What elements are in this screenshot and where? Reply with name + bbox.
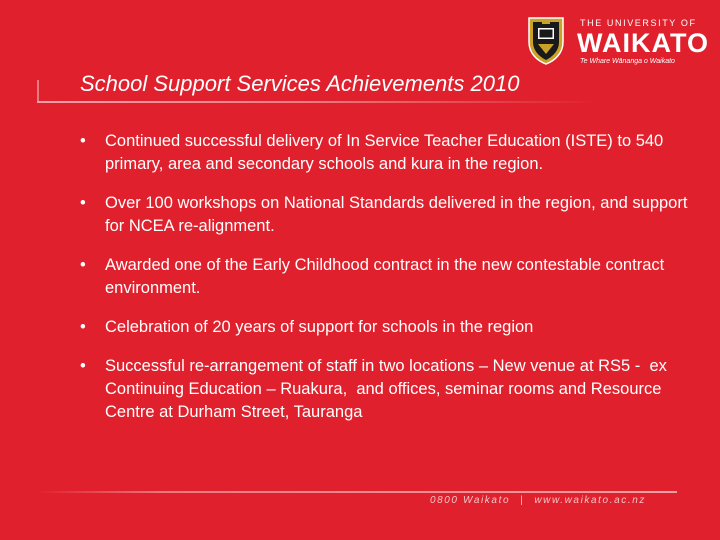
bullet-text: Celebration of 20 years of support for schools in the region	[105, 318, 534, 336]
bullet-text: Successful re-arrangement of staff in two locations – New venue at RS5 - ex Continuing Education – Ruakura, and offices, seminar rooms and Resource Centre at Durham Street, Tauranga	[105, 357, 672, 421]
list-item	[80, 130, 690, 176]
university-crest-icon	[526, 14, 566, 66]
footer-rule	[37, 491, 677, 493]
list-item	[80, 254, 690, 300]
slide-title: School Support Services Achievements 2010	[80, 71, 520, 96]
bullet-marker: •	[80, 357, 86, 375]
bullet-marker: •	[80, 318, 86, 336]
achievement-list	[80, 130, 693, 440]
title-rule-vertical	[37, 80, 39, 102]
footer-website-link[interactable]: www.waikato.ac.nz	[534, 495, 646, 506]
bullet-marker: •	[80, 194, 86, 212]
bullet-text: Over 100 workshops on National Standards delivered in the region, and support for NCEA re-alignment.	[105, 194, 693, 235]
footer	[430, 495, 646, 506]
title-rule	[37, 101, 597, 103]
logo-tagline: Te Whare Wānanga o Waikato	[580, 58, 675, 65]
logo-university-of: THE UNIVERSITY OF	[580, 18, 697, 28]
bullet-text: Awarded one of the Early Childhood contract in the new contestable contract environment.	[105, 256, 669, 297]
footer-separator: |	[520, 495, 525, 506]
university-logo	[526, 14, 709, 70]
list-item	[80, 316, 690, 339]
list-item	[80, 192, 693, 238]
list-item	[80, 355, 690, 424]
bullet-marker: •	[80, 256, 86, 274]
bullet-text: Continued successful delivery of In Service Teacher Education (ISTE) to 540 primary, area and secondary schools and kura in the region.	[105, 132, 668, 173]
bullet-marker: •	[80, 132, 86, 150]
logo-wordmark: WAIKATO	[577, 28, 709, 58]
footer-phone: 0800 Waikato	[429, 495, 511, 506]
